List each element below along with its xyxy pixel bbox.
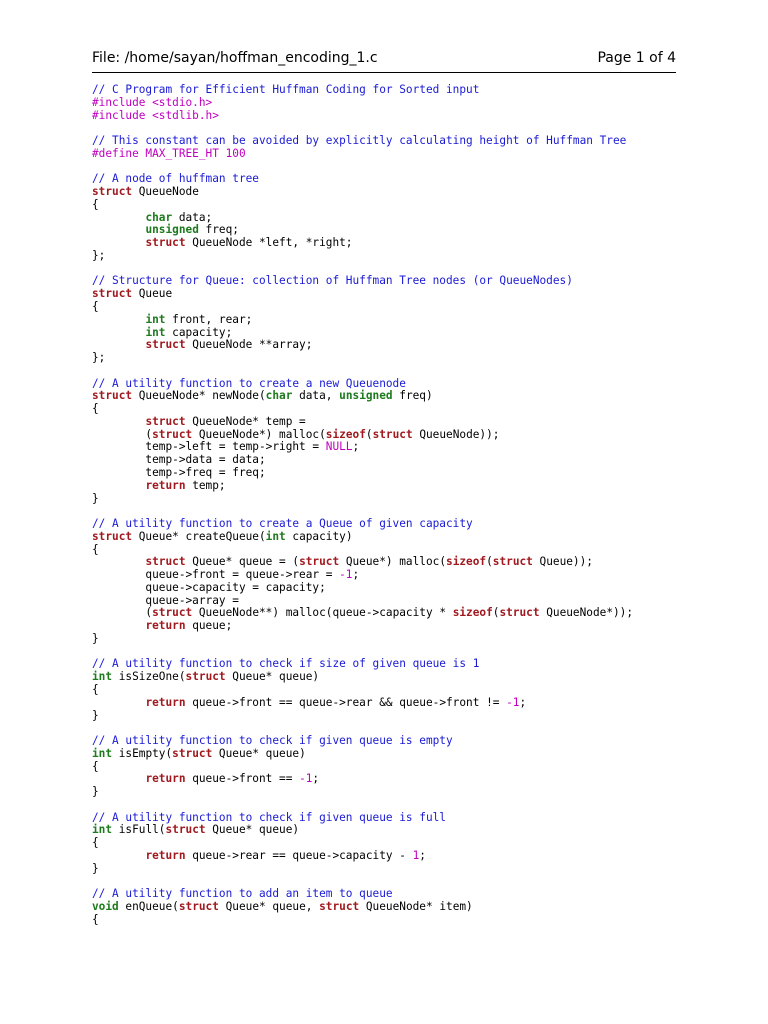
code-line [92, 824, 692, 837]
type-keyword-token: unsigned [339, 389, 393, 403]
code-text-token: ; [352, 568, 360, 582]
code-text-token: ; [519, 695, 527, 709]
code-text-token: isEmpty( [112, 746, 173, 760]
comment-token: // A utility function to create a Queue of given capacity [92, 517, 473, 531]
code-text-token [92, 326, 145, 339]
keyword-token: sizeof [446, 555, 487, 569]
code-line [92, 748, 692, 761]
code-text-token: } [92, 785, 99, 799]
code-text-token: capacity) [285, 529, 353, 543]
code-text-token [92, 555, 145, 568]
code-line [92, 671, 692, 684]
keyword-token: struct [172, 746, 213, 760]
code-line [92, 633, 692, 646]
code-text-token: Queue* queue = ( [185, 555, 300, 569]
preprocessor-token: #include <stdio.h> [92, 95, 213, 109]
literal-token: -1 [339, 568, 353, 582]
type-keyword-token: int [145, 312, 166, 326]
keyword-token: struct [492, 555, 533, 569]
keyword-token: sizeof [325, 427, 366, 441]
code-line [92, 620, 692, 633]
code-text-token: QueueNode **array; [185, 338, 313, 352]
code-text-token: { [92, 300, 99, 314]
code-text-token: temp; [185, 478, 226, 492]
code-text-token: front, rear; [165, 312, 253, 326]
type-keyword-token: int [92, 823, 113, 837]
code-text-token: { [92, 759, 99, 773]
code-text-token: { [92, 197, 99, 211]
code-text-token: QueueNode [132, 185, 199, 199]
code-text-token: { [92, 836, 99, 850]
code-text-token: Queue* queue) [212, 746, 306, 760]
code-line [92, 390, 692, 403]
header-divider [92, 72, 676, 73]
keyword-token: return [145, 848, 186, 862]
code-line [92, 148, 692, 161]
code-line [92, 850, 692, 863]
code-text-token: } [92, 708, 99, 722]
code-text-token: ( [492, 606, 500, 620]
code-text-token: Queue* queue, [218, 900, 320, 913]
code-text-token: data, [292, 389, 340, 403]
code-text-token: Queue*) malloc( [339, 555, 447, 569]
literal-token: -1 [299, 772, 313, 786]
code-line [92, 352, 692, 365]
code-text-token [92, 849, 145, 862]
code-text-token: temp->data = data; [92, 453, 266, 467]
code-text-token: ( [486, 555, 493, 569]
source-code-listing [92, 84, 692, 927]
code-text-token: Queue* queue) [205, 823, 300, 837]
code-text-token: ( [365, 427, 373, 441]
code-text-token: queue->front == queue->rear && queue->front != [185, 695, 507, 709]
keyword-token: return [145, 619, 186, 633]
code-line [92, 480, 692, 493]
code-line [92, 914, 692, 927]
keyword-token: struct [152, 427, 193, 441]
code-text-token: } [92, 491, 99, 505]
code-line [92, 250, 692, 263]
code-text-token: QueueNode *left, *right; [185, 236, 353, 250]
code-text-token: isFull( [112, 823, 166, 837]
code-line [92, 493, 692, 506]
comment-token: // C Program for Efficient Huffman Coding for Sorted input [92, 83, 480, 96]
code-line [92, 288, 692, 301]
code-text-token: QueueNode*) malloc( [192, 427, 326, 441]
code-line [92, 186, 692, 199]
code-line [92, 237, 692, 250]
code-text-token: freq; [198, 223, 239, 237]
code-text-token: capacity; [165, 325, 233, 339]
comment-token: // Structure for Queue: collection of Huffman Tree nodes (or QueueNodes) [92, 274, 573, 288]
keyword-token: struct [319, 900, 360, 913]
code-text-token: { [92, 912, 99, 926]
code-line [92, 110, 692, 123]
code-text-token: queue->capacity = capacity; [92, 580, 326, 594]
keyword-token: struct [145, 338, 186, 352]
code-text-token: QueueNode* temp = [185, 414, 306, 428]
code-text-token: freq) [392, 389, 433, 403]
code-text-token: Queue* createQueue( [132, 529, 266, 543]
code-text-token [92, 415, 145, 428]
code-text-token: QueueNode)); [412, 427, 500, 441]
code-text-token: ( [92, 427, 153, 441]
code-text-token [92, 696, 145, 709]
type-keyword-token: char [265, 389, 293, 403]
code-text-token: ; [312, 772, 320, 786]
keyword-token: struct [372, 427, 413, 441]
code-text-token: Queue* queue) [225, 670, 320, 684]
code-text-token: queue->front = queue->rear = [92, 568, 340, 582]
keyword-token: struct [499, 606, 540, 620]
keyword-token: struct [165, 823, 206, 837]
code-text-token: ; [352, 440, 360, 454]
keyword-token: return [145, 695, 186, 709]
keyword-token: struct [92, 287, 133, 301]
code-text-token [92, 338, 145, 351]
comment-token: // A utility function to add an item to queue [92, 887, 393, 901]
keyword-token: struct [92, 185, 133, 199]
literal-token: NULL [325, 440, 353, 454]
keyword-token: sizeof [452, 606, 493, 620]
type-keyword-token: int [145, 325, 166, 339]
keyword-token: struct [92, 529, 133, 543]
comment-token: // A utility function to check if size of given queue is 1 [92, 657, 480, 671]
code-line [92, 901, 692, 914]
code-line [92, 863, 692, 876]
code-line [92, 275, 692, 288]
code-text-token: QueueNode*)); [539, 606, 634, 620]
literal-token: -1 [506, 695, 520, 709]
code-line [92, 786, 692, 799]
comment-token: // A utility function to create a new Queuenode [92, 376, 406, 390]
code-text-token: { [92, 402, 99, 416]
code-text-token [92, 772, 145, 785]
comment-token: // A utility function to check if given queue is empty [92, 734, 453, 748]
keyword-token: struct [178, 900, 219, 913]
code-text-token: }; [92, 248, 106, 262]
code-text-token: isSizeOne( [112, 670, 186, 684]
type-keyword-token: int [92, 746, 113, 760]
literal-token: 1 [412, 848, 420, 862]
keyword-token: struct [145, 414, 186, 428]
code-text-token: } [92, 861, 99, 875]
code-text-token: queue->array = [92, 593, 239, 607]
code-text-token: enQueue( [118, 900, 179, 913]
code-text-token [92, 236, 145, 249]
keyword-token: struct [185, 670, 226, 684]
code-text-token: QueueNode* newNode( [132, 389, 266, 403]
code-text-token [92, 211, 145, 224]
type-keyword-token: unsigned [145, 223, 199, 237]
code-text-token: QueueNode* item) [359, 900, 473, 913]
code-text-token: { [92, 542, 99, 556]
code-text-token: temp->freq = freq; [92, 465, 266, 479]
type-keyword-token: void [92, 900, 119, 913]
code-text-token [92, 223, 145, 236]
preprocessor-token: #define MAX_TREE_HT 100 [92, 146, 246, 160]
code-text-token [92, 619, 145, 632]
comment-token: // This constant can be avoided by explicitly calculating height of Huffman Tree [92, 134, 627, 148]
code-text-token: { [92, 682, 99, 696]
code-text-token: queue; [185, 619, 233, 633]
code-line [92, 697, 692, 710]
code-text-token: queue->rear == queue->capacity - [185, 848, 413, 862]
type-keyword-token: int [265, 529, 286, 543]
preprocessor-token: #include <stdlib.h> [92, 108, 219, 122]
code-line [92, 531, 692, 544]
page-number-label: Page 1 of 4 [597, 50, 676, 66]
code-text-token: QueueNode**) malloc(queue->capacity * [192, 606, 453, 620]
page-header [92, 48, 676, 70]
code-line [92, 710, 692, 723]
code-text-token: }; [92, 351, 106, 365]
keyword-token: struct [145, 236, 186, 250]
code-line [92, 773, 692, 786]
keyword-token: struct [152, 606, 193, 620]
type-keyword-token: char [145, 210, 173, 224]
comment-token: // A node of huffman tree [92, 172, 259, 186]
code-text-token: ( [92, 606, 153, 620]
code-text-token: } [92, 631, 99, 645]
code-text-token: ; [419, 848, 426, 862]
file-path-label: File: /home/sayan/hoffman_encoding_1.c [92, 50, 378, 66]
keyword-token: return [145, 478, 186, 492]
keyword-token: return [145, 772, 186, 786]
code-text-token: Queue [132, 287, 173, 301]
type-keyword-token: int [92, 670, 113, 684]
code-line [92, 339, 692, 352]
code-text-token: data; [172, 210, 213, 224]
code-text-token [92, 313, 145, 326]
keyword-token: struct [299, 555, 340, 569]
code-text-token: queue->front == [185, 772, 300, 786]
comment-token: // A utility function to check if given queue is full [92, 810, 446, 824]
code-text-token: Queue)); [532, 555, 593, 569]
keyword-token: struct [92, 389, 133, 403]
keyword-token: struct [145, 555, 186, 569]
code-text-token [92, 479, 145, 492]
code-text-token: temp->left = temp->right = [92, 440, 326, 454]
